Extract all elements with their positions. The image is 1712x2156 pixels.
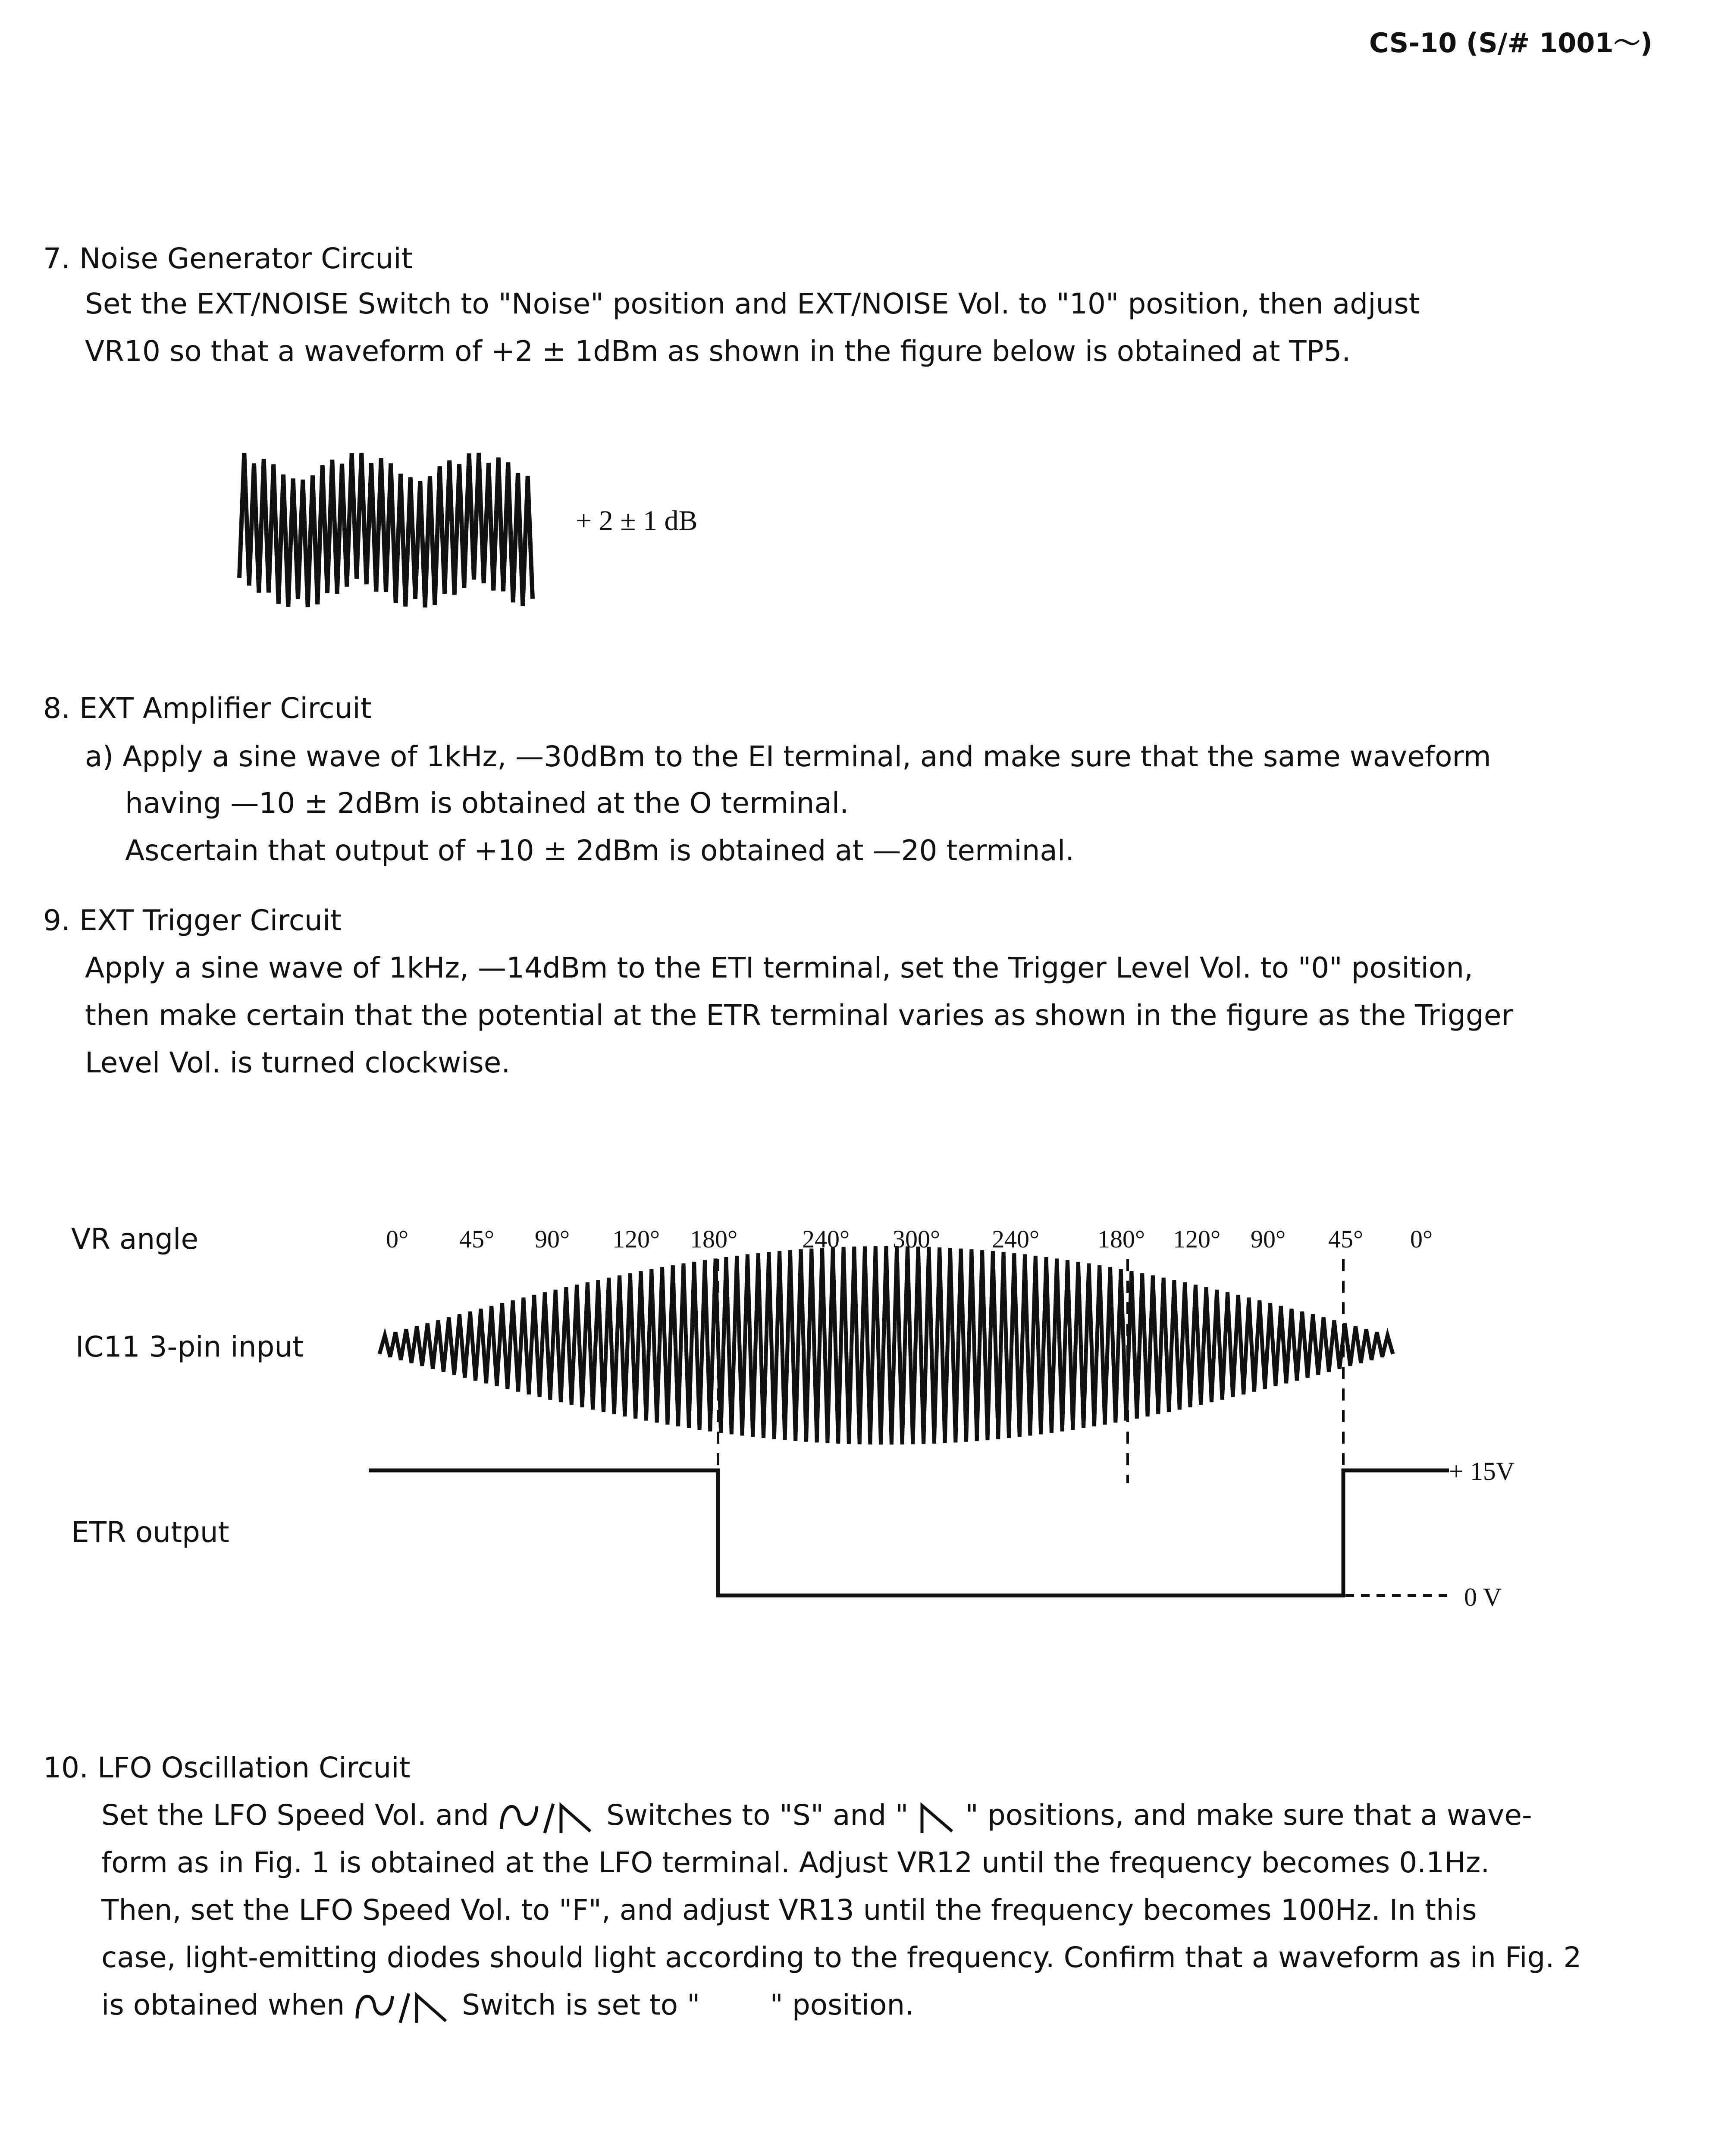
section-7-line-1: Set the EXT/NOISE Switch to "Noise" position and EXT/NOISE Vol. to "10" position, then adjust [85,287,1420,320]
angle-tick-label: 0° [1410,1225,1433,1253]
section-9-line-3: Level Vol. is turned clockwise. [85,1046,511,1079]
section-8-line-1: a) Apply a sine wave of 1kHz, —30dBm to the EI terminal, and make sure that the same waveform [85,740,1491,773]
section-9-line-2: then make certain that the potential at the ETR terminal varies as shown in the figure as the Trigger [85,999,1513,1032]
angle-tick-label: 240° [992,1225,1040,1253]
ic11-input-label: IC11 3-pin input [75,1330,304,1363]
section-10-line-2: form as in Fig. 1 is obtained at the LFO terminal. Adjust VR12 until the frequency becomes 0.1Hz. [101,1846,1490,1879]
section-7-title: 7. Noise Generator Circuit [43,242,413,275]
noise-level-label: + 2 ± 1 dB [576,505,698,536]
high-level-label: + 15V [1449,1457,1515,1485]
angle-tick-label: 120° [612,1225,660,1253]
section-8-line-2: having —10 ± 2dBm is obtained at the O terminal. [125,787,849,820]
section-10-title: 10. LFO Oscillation Circuit [43,1751,411,1784]
section-9-line-1: Apply a sine wave of 1kHz, —14dBm to the ETI terminal, set the Trigger Level Vol. to "0" position, [85,951,1474,984]
section-8-line-3: Ascertain that output of +10 ± 2dBm is obtained at —20 terminal. [125,834,1075,867]
angle-tick-label: 45° [459,1225,495,1253]
angle-tick-label: 45° [1328,1225,1364,1253]
angle-tick-label: 0° [386,1225,409,1253]
section-10-line-5-b: Switch is set to " [462,1988,700,2021]
angle-tick-label: 300° [893,1225,941,1253]
angle-tick-label: 180° [1097,1225,1145,1253]
section-10-line-4: case, light-emitting diodes should light according to the frequency. Confirm that a waveform as in Fig. 2 [101,1941,1582,1974]
section-10-line-5-c: " position. [770,1988,914,2021]
section-9-title: 9. EXT Trigger Circuit [43,904,342,937]
angle-tick-label: 90° [535,1225,570,1253]
vr-angle-label: VR angle [71,1222,199,1256]
section-10-line-5-a: is obtained when [101,1988,345,2021]
section-10-line-3: Then, set the LFO Speed Vol. to "F", and adjust VR13 until the frequency becomes 100Hz. In this [101,1893,1477,1927]
angle-tick-label: 90° [1251,1225,1286,1253]
document-code: CS-10 (S/# 1001～) [1369,27,1652,59]
section-10-line-1-a: Set the LFO Speed Vol. and [101,1799,489,1832]
angle-tick-label: 120° [1173,1225,1221,1253]
section-10-line-1-b: Switches to "S" and " [606,1799,909,1832]
angle-tick-label: 180° [690,1225,738,1253]
section-10-line-1-c: " positions, and make sure that a wave- [965,1799,1532,1832]
section-7-line-2: VR10 so that a waveform of +2 ± 1dBm as shown in the figure below is obtained at TP5. [85,335,1351,368]
etr-output-label: ETR output [71,1516,229,1549]
section-8-title: 8. EXT Amplifier Circuit [43,692,372,725]
angle-tick-label: 240° [802,1225,850,1253]
low-level-label: 0 V [1464,1583,1502,1611]
